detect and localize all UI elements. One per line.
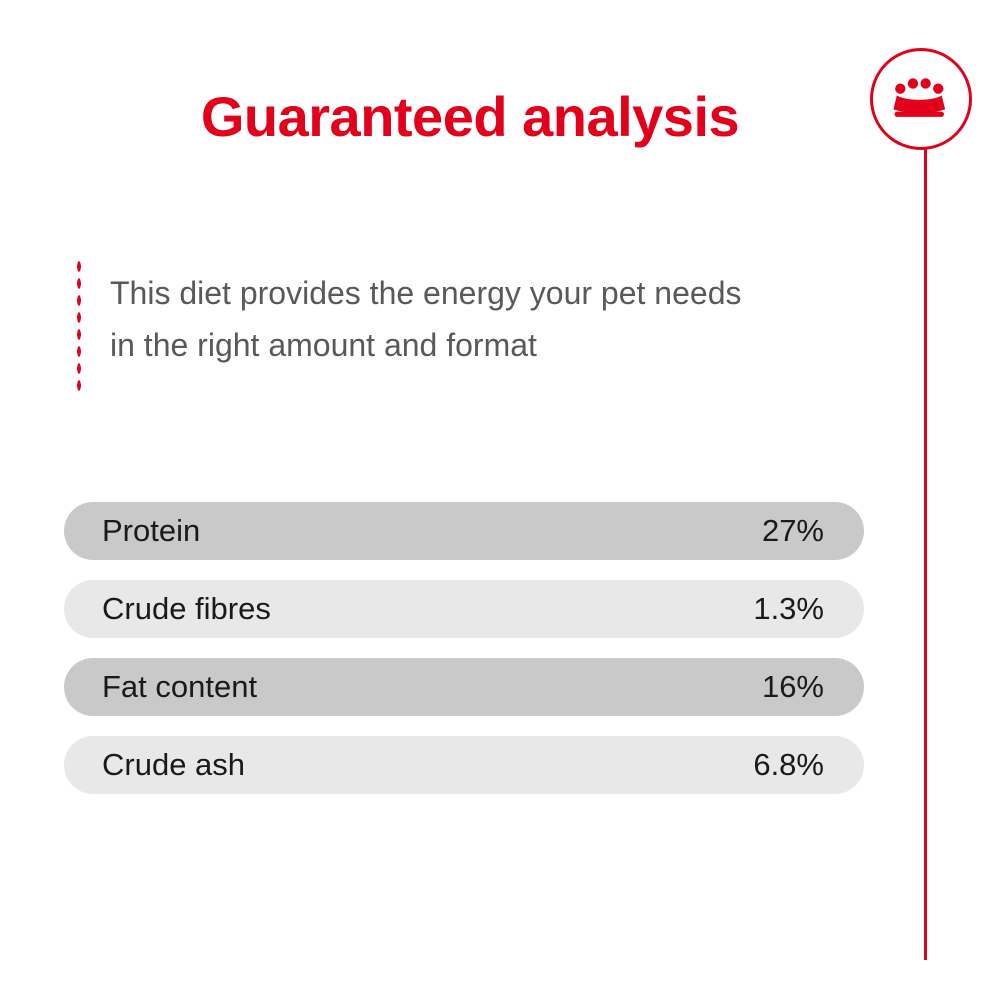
analysis-value: 6.8% [753,747,824,782]
page-title: Guaranteed analysis [200,85,740,148]
crown-icon [892,76,950,122]
analysis-value: 1.3% [753,591,824,626]
analysis-label: Fat content [102,669,258,704]
intro-block [76,268,836,392]
intro-line-1: This diet provides the energy your pet needs [110,275,742,311]
table-row [64,502,864,560]
analysis-value: 16% [761,669,824,704]
intro-line-2: in the right amount and format [110,326,537,363]
analysis-label: Crude fibres [102,591,271,626]
vertical-accent-rule [924,144,927,960]
analysis-label: Crude ash [102,747,246,782]
table-row [64,658,864,716]
dotted-line-accent-icon [76,258,82,392]
analysis-label: Protein [102,513,201,548]
table-row [64,580,864,638]
brand-logo [870,48,972,150]
analysis-table [64,502,864,814]
analysis-value: 27% [761,513,824,548]
table-row [64,736,864,794]
intro-text [110,268,741,372]
